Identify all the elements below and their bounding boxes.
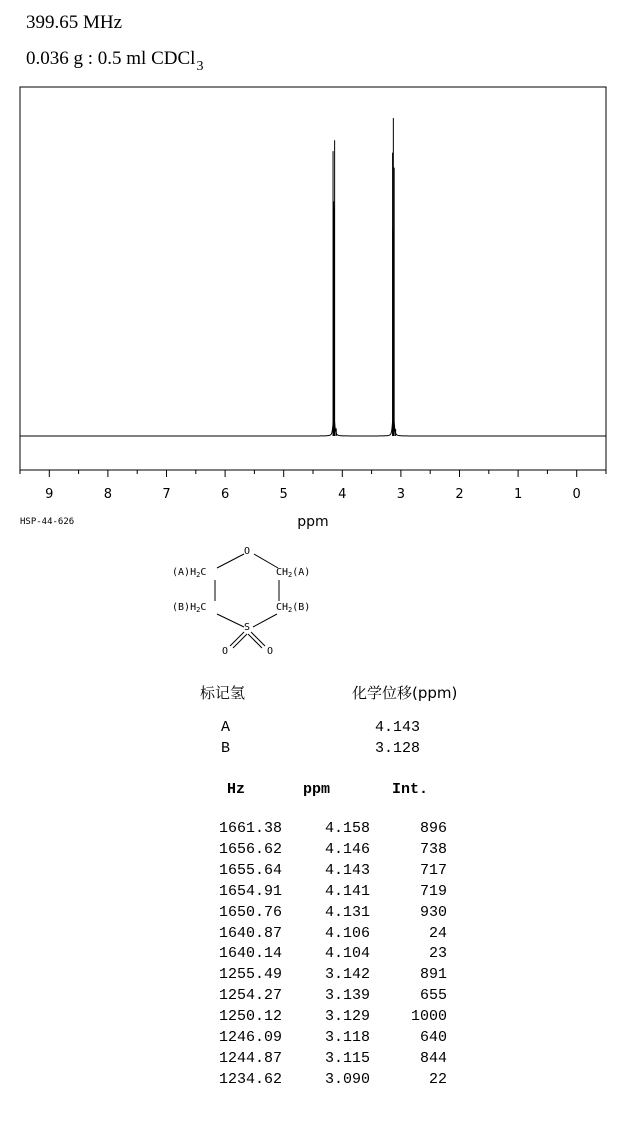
peak-frequency-cell: 1234.62 (218, 1070, 282, 1088)
peak-frequency-cell: 1656.62 (218, 840, 282, 858)
peak-intensity-cell: 891 (419, 966, 447, 984)
ch2-tag: (A) (172, 567, 191, 578)
peak-intensity-cell: 738 (419, 840, 447, 858)
ch2-subscript: 2 (288, 606, 293, 614)
peak-frequency-cell: 1655.64 (218, 861, 282, 879)
spectrum-code: HSP-44-626 (20, 517, 75, 527)
x-tick-label: 1 (513, 487, 523, 502)
ch2-label-a-right (276, 567, 310, 579)
ch2-subscript: 2 (196, 571, 201, 579)
peak-table-header-ppm: ppm (303, 781, 331, 798)
ch2-h: H (190, 602, 197, 613)
x-tick-label: 6 (220, 487, 230, 502)
shift-label-b: B (221, 740, 231, 757)
table-row (200, 840, 447, 861)
peak-ppm-cell: 4.146 (324, 840, 370, 858)
bond-right-s (253, 614, 277, 627)
ch2-subscript: 2 (288, 571, 293, 579)
ch2-label-b-right (276, 602, 310, 614)
table-row (200, 1007, 447, 1028)
ch2-c: C (200, 602, 207, 613)
x-tick-label: 2 (455, 487, 464, 502)
peak-intensity-cell: 655 (419, 987, 447, 1005)
ch2-tag: (B) (292, 602, 311, 613)
ch2-label-b-left (172, 602, 206, 614)
x-tick-label: 3 (396, 487, 406, 502)
peak-ppm-cell: 4.141 (324, 882, 370, 900)
bond-left-s (217, 614, 244, 627)
x-tick-label: 9 (45, 487, 54, 502)
x-tick-label: 7 (162, 487, 171, 502)
peak-frequency-cell: 1640.14 (218, 945, 282, 963)
table-row (200, 965, 447, 986)
sulfur-atom: S (244, 622, 251, 633)
x-tick-label: 0 (572, 487, 581, 502)
shift-table-header-shift: 化学位移(ppm) (352, 684, 458, 702)
peak-frequency-cell: 1254.27 (218, 987, 282, 1005)
ch2-tag: (A) (292, 567, 311, 578)
peak-intensity-cell: 22 (428, 1070, 447, 1088)
ch2-tag: (B) (172, 602, 191, 613)
sample-solvent-subscript: 3 (196, 59, 204, 74)
sulfonyl-oxygen-left: O (222, 646, 229, 657)
ch2-c: C (200, 567, 207, 578)
peak-intensity-cell: 1000 (410, 1008, 447, 1026)
peak-intensity-cell: 640 (419, 1029, 447, 1047)
ch2-label-a-left (172, 567, 206, 579)
shift-label-a: A (221, 719, 231, 736)
peak-frequency-cell: 1650.76 (218, 903, 282, 921)
peak-frequency-cell: 1255.49 (218, 966, 282, 984)
peak-intensity-cell: 23 (428, 945, 447, 963)
peak-frequency-cell: 1661.38 (218, 820, 282, 837)
peak-ppm-cell: 3.090 (324, 1070, 370, 1088)
peak-ppm-cell: 4.106 (324, 924, 370, 942)
peak-intensity-cell: 719 (419, 882, 447, 900)
x-tick-label: 5 (279, 487, 288, 502)
spectrometer-frequency: 399.65 MHz (26, 12, 123, 33)
peak-ppm-cell: 4.104 (324, 945, 370, 963)
peak-frequency-cell: 1640.87 (218, 924, 282, 942)
peak-ppm-cell: 4.131 (324, 903, 370, 921)
x-axis-label: ppm (297, 514, 329, 530)
peak-frequency-cell: 1250.12 (218, 1008, 282, 1026)
x-tick-label: 4 (338, 487, 347, 502)
peak-ppm-cell: 3.115 (324, 1049, 370, 1067)
peak-frequency-cell: 1654.91 (218, 882, 282, 900)
peak-intensity-cell: 930 (419, 903, 447, 921)
peak-table (200, 819, 447, 1091)
shift-table-header-hydrogen: 标记氢 (200, 684, 246, 702)
peak-frequency-cell: 1246.09 (218, 1029, 282, 1047)
peak-ppm-cell: 3.129 (324, 1008, 370, 1026)
sulfonyl-oxygen-right: O (267, 646, 274, 657)
x-tick-label: 8 (103, 487, 113, 502)
ch2-ch: CH (276, 567, 289, 578)
ch2-h: H (190, 567, 197, 578)
table-row (200, 819, 447, 840)
peak-table-header-hz: Hz (227, 781, 246, 798)
peak-intensity-cell: 717 (419, 861, 447, 879)
table-row (200, 1070, 447, 1091)
table-row (200, 903, 447, 924)
ch2-ch: CH (276, 602, 289, 613)
table-row (200, 986, 447, 1007)
shift-value-a: 4.143 (375, 719, 421, 736)
peak-ppm-cell: 4.158 (324, 820, 370, 837)
peak-ppm-cell: 3.142 (324, 966, 370, 984)
table-row (200, 924, 447, 945)
peak-intensity-cell: 896 (419, 820, 447, 837)
table-row (200, 882, 447, 903)
table-row (200, 1049, 447, 1070)
peak-frequency-cell: 1244.87 (218, 1049, 282, 1067)
table-row (200, 1028, 447, 1049)
bond-o-left (217, 554, 244, 568)
sample-concentration-text: 0.036 g : 0.5 ml CDCl (26, 48, 196, 69)
ch2-subscript: 2 (196, 606, 201, 614)
table-row (200, 944, 447, 965)
table-row (200, 861, 447, 882)
shift-value-b: 3.128 (375, 740, 421, 757)
peak-intensity-cell: 844 (419, 1049, 447, 1067)
peak-ppm-cell: 4.143 (324, 861, 370, 879)
ring-oxygen-atom: O (244, 546, 251, 557)
peak-ppm-cell: 3.139 (324, 987, 370, 1005)
peak-table-header-int: Int. (392, 781, 429, 798)
peak-ppm-cell: 3.118 (324, 1029, 370, 1047)
bond-o-right (254, 554, 278, 568)
peak-intensity-cell: 24 (428, 924, 447, 942)
